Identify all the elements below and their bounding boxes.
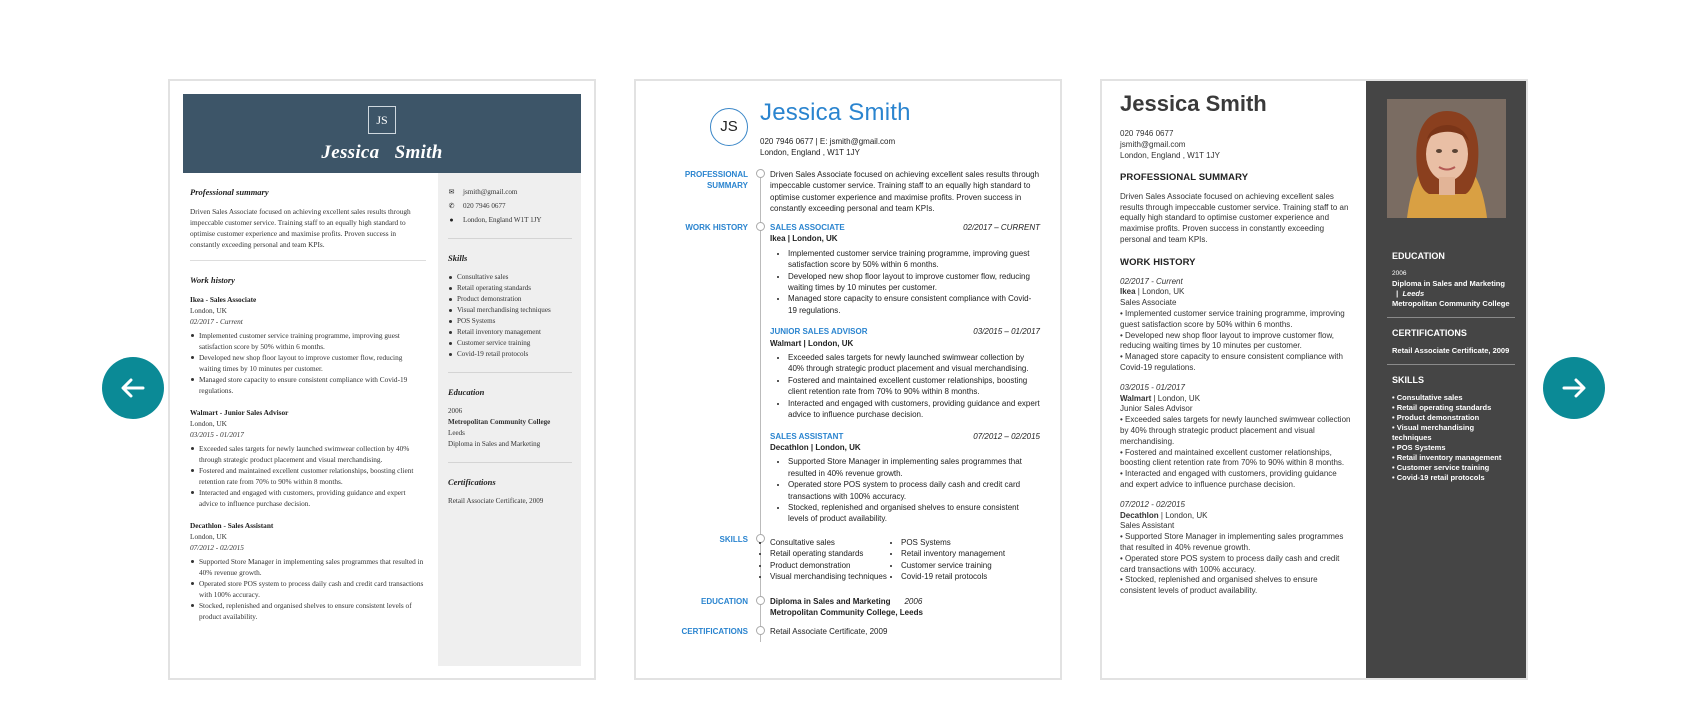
list-item: • Managed store capacity to ensure consistent compliance with Covid-19 regulations. <box>788 293 1040 316</box>
list-item: • Retail operating standards <box>1392 403 1492 412</box>
section-label: SKILLS <box>719 535 748 544</box>
resume-name: Jessica Smith <box>760 99 911 126</box>
job-bullets <box>788 352 1040 420</box>
list-item: • Supported Store Manager in implementing sales programmes that resulted in 40% revenue growth. <box>1120 532 1344 552</box>
list-item: • Covid-19 retail protocols <box>901 571 1022 582</box>
list-item: Retail inventory management <box>448 327 572 338</box>
job-title: JUNIOR SALES ADVISOR <box>770 327 868 337</box>
list-item: • Retail operating standards <box>770 548 891 559</box>
map-pin-icon: ● <box>449 216 454 224</box>
timeline-dot <box>756 626 765 635</box>
list-item: • Interacted and engaged with customers, providing guidance and expert advice to influence purchase decision. <box>1120 469 1337 489</box>
education-block <box>770 596 1040 619</box>
list-item: Interacted and engaged with customers, providing guidance and expert advice to influence purchase decision. <box>190 487 426 509</box>
skills-list <box>770 537 891 583</box>
list-item: Consultative sales <box>448 272 572 283</box>
job-bullets <box>190 330 426 396</box>
job-location: London, UK <box>190 532 227 541</box>
job-title: Walmart - Junior Sales Advisor <box>190 408 289 417</box>
section-heading: CERTIFICATIONS <box>1392 328 1467 338</box>
list-item: Stocked, replenished and organised shelves to ensure consistent levels of product availability. <box>190 600 426 622</box>
email-text: jsmith@gmail.com <box>463 188 518 196</box>
job-entry <box>190 407 426 509</box>
list-item: Exceeded sales targets for newly launched swimwear collection by 40% through strategic product placement and visual merchandising. <box>190 443 426 465</box>
list-item: • POS Systems <box>901 537 1022 548</box>
list-item: • Product demonstration <box>770 560 891 571</box>
arrow-right-icon <box>1559 373 1589 403</box>
previous-button[interactable] <box>102 357 164 419</box>
monogram: JS <box>368 106 396 134</box>
next-button[interactable] <box>1543 357 1605 419</box>
timeline-dot <box>756 169 765 178</box>
phone-text: 020 7946 0677 <box>1120 129 1174 138</box>
section-heading: EDUCATION <box>1392 251 1445 261</box>
list-item: • Developed new shop floor layout to improve customer flow, reducing waiting times by 10 minutes per customer. <box>788 271 1040 294</box>
job-dates: 07/2012 – 02/2015 <box>973 431 1040 441</box>
job-bullets <box>190 556 426 622</box>
divider <box>1387 317 1515 318</box>
list-item: • Interacted and engaged with customers, providing guidance and expert advice to influence purchase decision. <box>788 398 1040 421</box>
list-item: Retail operating standards <box>448 283 572 294</box>
edu-year: 2006 <box>1392 270 1407 277</box>
list-item: Implemented customer service training programme, improving guest satisfaction score by 50% within 6 months. <box>190 330 426 352</box>
resume-template-card-2[interactable] <box>634 79 1062 680</box>
sidebar-column <box>1392 251 1510 483</box>
job-location: London, UK <box>190 419 227 428</box>
job-entry <box>770 326 1040 420</box>
list-item: • Exceeded sales targets for newly launched swimwear collection by 40% through strategic product placement and visual merchandising. <box>1120 415 1351 446</box>
job-entry <box>1120 383 1352 491</box>
list-item: Supported Store Manager in implementing sales programmes that resulted in 40% revenue growth. <box>190 556 426 578</box>
job-dates: 02/2017 - Current <box>190 317 243 326</box>
job-dates: 03/2015 – 01/2017 <box>973 327 1040 337</box>
list-item: • Operated store POS system to process daily cash and credit card transactions with 100% accuracy. <box>788 479 1040 502</box>
job-location: London, UK <box>190 306 227 315</box>
section-heading: Skills <box>448 253 468 263</box>
list-item: • Retail inventory management <box>901 548 1022 559</box>
edu-year: 2006 <box>448 407 463 415</box>
edu-city: Leeds <box>1402 289 1425 298</box>
phone-text: 020 7946 0677 <box>463 202 506 210</box>
job-title: Decathlon - Sales Assistant <box>190 521 274 530</box>
list-item: • Fostered and maintained excellent customer relationships, boosting client retention rate from 70% to 90% within 8 months. <box>788 375 1040 398</box>
section-heading: Work history <box>190 275 235 285</box>
edu-degree: Diploma in Sales and Marketing <box>770 597 891 606</box>
resume-template-card-3[interactable] <box>1100 79 1528 680</box>
job-dates: 02/2017 – CURRENT <box>963 223 1040 232</box>
edu-city: Leeds <box>448 429 465 437</box>
arrow-left-icon <box>118 373 148 403</box>
phone-icon: ✆ <box>448 202 455 210</box>
list-item: Developed new shop floor layout to improve customer flow, reducing waiting times by 10 minutes per customer. <box>190 352 426 374</box>
job-dates: 03/2015 - 01/2017 <box>190 430 244 439</box>
section-label: WORK HISTORY <box>685 223 748 232</box>
section-label: EDUCATION <box>701 597 748 606</box>
skills-list <box>1392 393 1510 483</box>
list-item: • Customer service training <box>1392 463 1490 472</box>
list-item: • Retail inventory management <box>1392 453 1502 462</box>
label-line: SUMMARY <box>706 181 748 190</box>
address-text: London, England W1T 1JY <box>463 216 542 224</box>
email-text: jsmith@gmail.com <box>1120 140 1186 150</box>
summary-text: Driven Sales Associate focused on achieving excellent sales results through impeccable customer service. Training staff to an equally high standard to optimise customer experience and maximise profits. Proven success in constantly exceeding personal and team KPIs. <box>770 170 1040 214</box>
divider <box>448 462 572 463</box>
divider <box>190 260 426 261</box>
monogram-circle: JS <box>710 108 748 146</box>
job-title: Ikea - Sales Associate <box>190 295 257 304</box>
list-item: • Developed new shop floor layout to improve customer flow, reducing waiting times by 10 minutes per customer. <box>1120 330 1335 351</box>
section-heading: Certifications <box>448 477 496 487</box>
list-item: • Visual merchandising techniques <box>1392 423 1475 442</box>
list-item: • Customer service training <box>901 560 1022 571</box>
profile-photo <box>1387 99 1506 218</box>
list-item: • Operated store POS system to process daily cash and credit card transactions with 100% accuracy. <box>1120 553 1340 574</box>
contact-address <box>448 215 572 226</box>
list-item: Fostered and maintained excellent customer relationships, boosting client retention rate from 70% to 90% within 8 months. <box>190 465 426 487</box>
job-company: Ikea <box>1120 287 1136 297</box>
list-item: Product demonstration <box>448 294 572 305</box>
summary-text: Driven Sales Associate focused on achieving excellent sales results through impeccable customer service. Training staff to an equally high standard to optimise customer experience and maximise profits. Proven success in constantly exceeding personal and team KPIs. <box>1120 191 1349 244</box>
section-heading: SKILLS <box>1392 375 1425 385</box>
edu-year: 2006 <box>904 597 923 606</box>
cert-text: Retail Associate Certificate, 2009 <box>448 497 544 505</box>
list-item: • Supported Store Manager in implementing sales programmes that resulted in 40% revenue growth. <box>788 456 1040 479</box>
main-column <box>1120 173 1352 597</box>
list-item: • Consultative sales <box>1392 393 1463 402</box>
skills-list <box>901 537 1022 583</box>
job-dates: 07/2012 - 02/2015 <box>1120 499 1185 509</box>
address-text: London, England , W1T 1JY <box>1120 151 1220 161</box>
job-bullets <box>788 456 1040 524</box>
contact-phone <box>448 201 572 212</box>
list-item: • Consultative sales <box>770 537 891 548</box>
list-item: Customer service training <box>448 338 572 349</box>
section-heading: PROFESSIONAL SUMMARY <box>1120 172 1249 183</box>
list-item: Visual merchandising techniques <box>448 305 572 316</box>
job-bullets <box>788 248 1040 316</box>
list-item: Operated store POS system to process daily cash and credit card transactions with 100% accuracy. <box>190 578 426 600</box>
job-dates: 02/2017 - Current <box>1120 276 1183 286</box>
work-history <box>770 222 1040 525</box>
edu-school: Metropolitan Community College, Leeds <box>770 608 923 618</box>
timeline-dot <box>756 222 765 231</box>
contact-email <box>448 187 572 198</box>
list-item: • Fostered and maintained excellent customer relationships, boosting client retention rate from 70% to 90% within 8 months. <box>1120 447 1345 468</box>
resume-name: Jessica Smith <box>321 142 443 163</box>
job-company: Decathlon <box>1120 510 1159 520</box>
edu-separator: | <box>1392 289 1403 298</box>
job-title: Sales Associate <box>1120 298 1177 308</box>
job-entry <box>770 222 1040 316</box>
section-heading: Education <box>448 387 485 397</box>
edu-degree: Diploma in Sales and Marketing <box>1392 279 1505 288</box>
label-line: PROFESSIONAL <box>684 170 748 179</box>
job-entry <box>770 431 1040 525</box>
section-heading: Professional summary <box>190 187 269 197</box>
edu-degree: Diploma in Sales and Marketing <box>448 440 541 448</box>
list-item: • Stocked, replenished and organised shelves to ensure consistent levels of product availability. <box>1120 575 1318 596</box>
job-entry <box>190 520 426 622</box>
timeline-dot <box>756 596 765 605</box>
skills-list <box>448 272 572 360</box>
resume-name: Jessica Smith <box>1120 91 1267 116</box>
sidebar-column <box>448 173 572 507</box>
contact-block <box>1120 128 1220 162</box>
section-label <box>636 169 748 191</box>
list-item: Managed store capacity to ensure consistent compliance with Covid-19 regulations. <box>190 374 426 396</box>
list-item: • POS Systems <box>1392 443 1446 452</box>
divider <box>1387 364 1515 365</box>
job-company: Walmart <box>1120 393 1152 403</box>
job-entry <box>1120 500 1352 597</box>
job-title: SALES ASSOCIATE <box>770 223 845 232</box>
list-item: POS Systems <box>448 316 572 327</box>
job-location: | London, UK <box>1135 287 1185 297</box>
job-entry <box>1120 277 1352 374</box>
cert-text: Retail Associate Certificate, 2009 <box>770 627 888 636</box>
job-dates: 03/2015 - 01/2017 <box>1120 382 1185 392</box>
divider <box>448 238 572 239</box>
header-banner <box>183 94 581 173</box>
list-item: • Covid-19 retail protocols <box>1392 473 1485 482</box>
job-entry <box>190 294 426 396</box>
job-title: Junior Sales Advisor <box>1120 404 1193 414</box>
job-location: | London, UK <box>1151 393 1201 403</box>
divider <box>448 372 572 373</box>
edu-school: Metropolitan Community College <box>1392 299 1510 308</box>
job-location: | London, UK <box>1158 510 1208 520</box>
job-company: Decathlon | London, UK <box>770 442 861 452</box>
summary-text: Driven Sales Associate focused on achieving excellent sales results through impeccable customer service. Training staff to an equally high standard to optimise customer experience and maximise profits. Proven success in constantly exceeding personal and team KPIs. <box>190 207 411 249</box>
job-title: SALES ASSISTANT <box>770 431 844 441</box>
job-dates: 07/2012 - 02/2015 <box>190 543 244 552</box>
main-column <box>190 173 426 633</box>
cert-text: Retail Associate Certificate, 2009 <box>1392 346 1510 355</box>
job-bullets <box>190 443 426 509</box>
list-item: • Visual merchandising techniques <box>770 571 891 582</box>
resume-template-card-1[interactable] <box>168 79 596 680</box>
contact-block <box>760 136 895 158</box>
job-title: Sales Assistant <box>1120 521 1175 531</box>
section-heading: WORK HISTORY <box>1120 256 1196 268</box>
contact-line: 020 7946 0677 | E: jsmith@gmail.com <box>760 137 896 146</box>
section-label: CERTIFICATIONS <box>681 627 748 636</box>
portrait-image <box>1387 99 1506 218</box>
job-company: Ikea | London, UK <box>770 234 838 244</box>
list-item: • Product demonstration <box>1392 413 1480 422</box>
contact-line: London, England , W1T 1JY <box>760 148 860 157</box>
list-item: Covid-19 retail protocols <box>448 349 572 360</box>
job-company: Walmart | London, UK <box>770 338 854 348</box>
list-item: • Implemented customer service training programme, improving guest satisfaction score by 50% within 6 months. <box>788 248 1040 271</box>
edu-school: Metropolitan Community College <box>448 418 551 426</box>
envelope-icon: ✉ <box>448 188 455 196</box>
list-item: • Stocked, replenished and organised shelves to ensure consistent levels of product availability. <box>788 502 1040 525</box>
list-item: • Exceeded sales targets for newly launched swimwear collection by 40% through strategic product placement and visual merchandising. <box>788 352 1040 375</box>
skills-columns <box>752 534 1022 583</box>
list-item: • Managed store capacity to ensure consistent compliance with Covid-19 regulations. <box>1120 352 1343 372</box>
list-item: • Implemented customer service training programme, improving guest satisfaction score by 50% within 6 months. <box>1120 308 1345 329</box>
